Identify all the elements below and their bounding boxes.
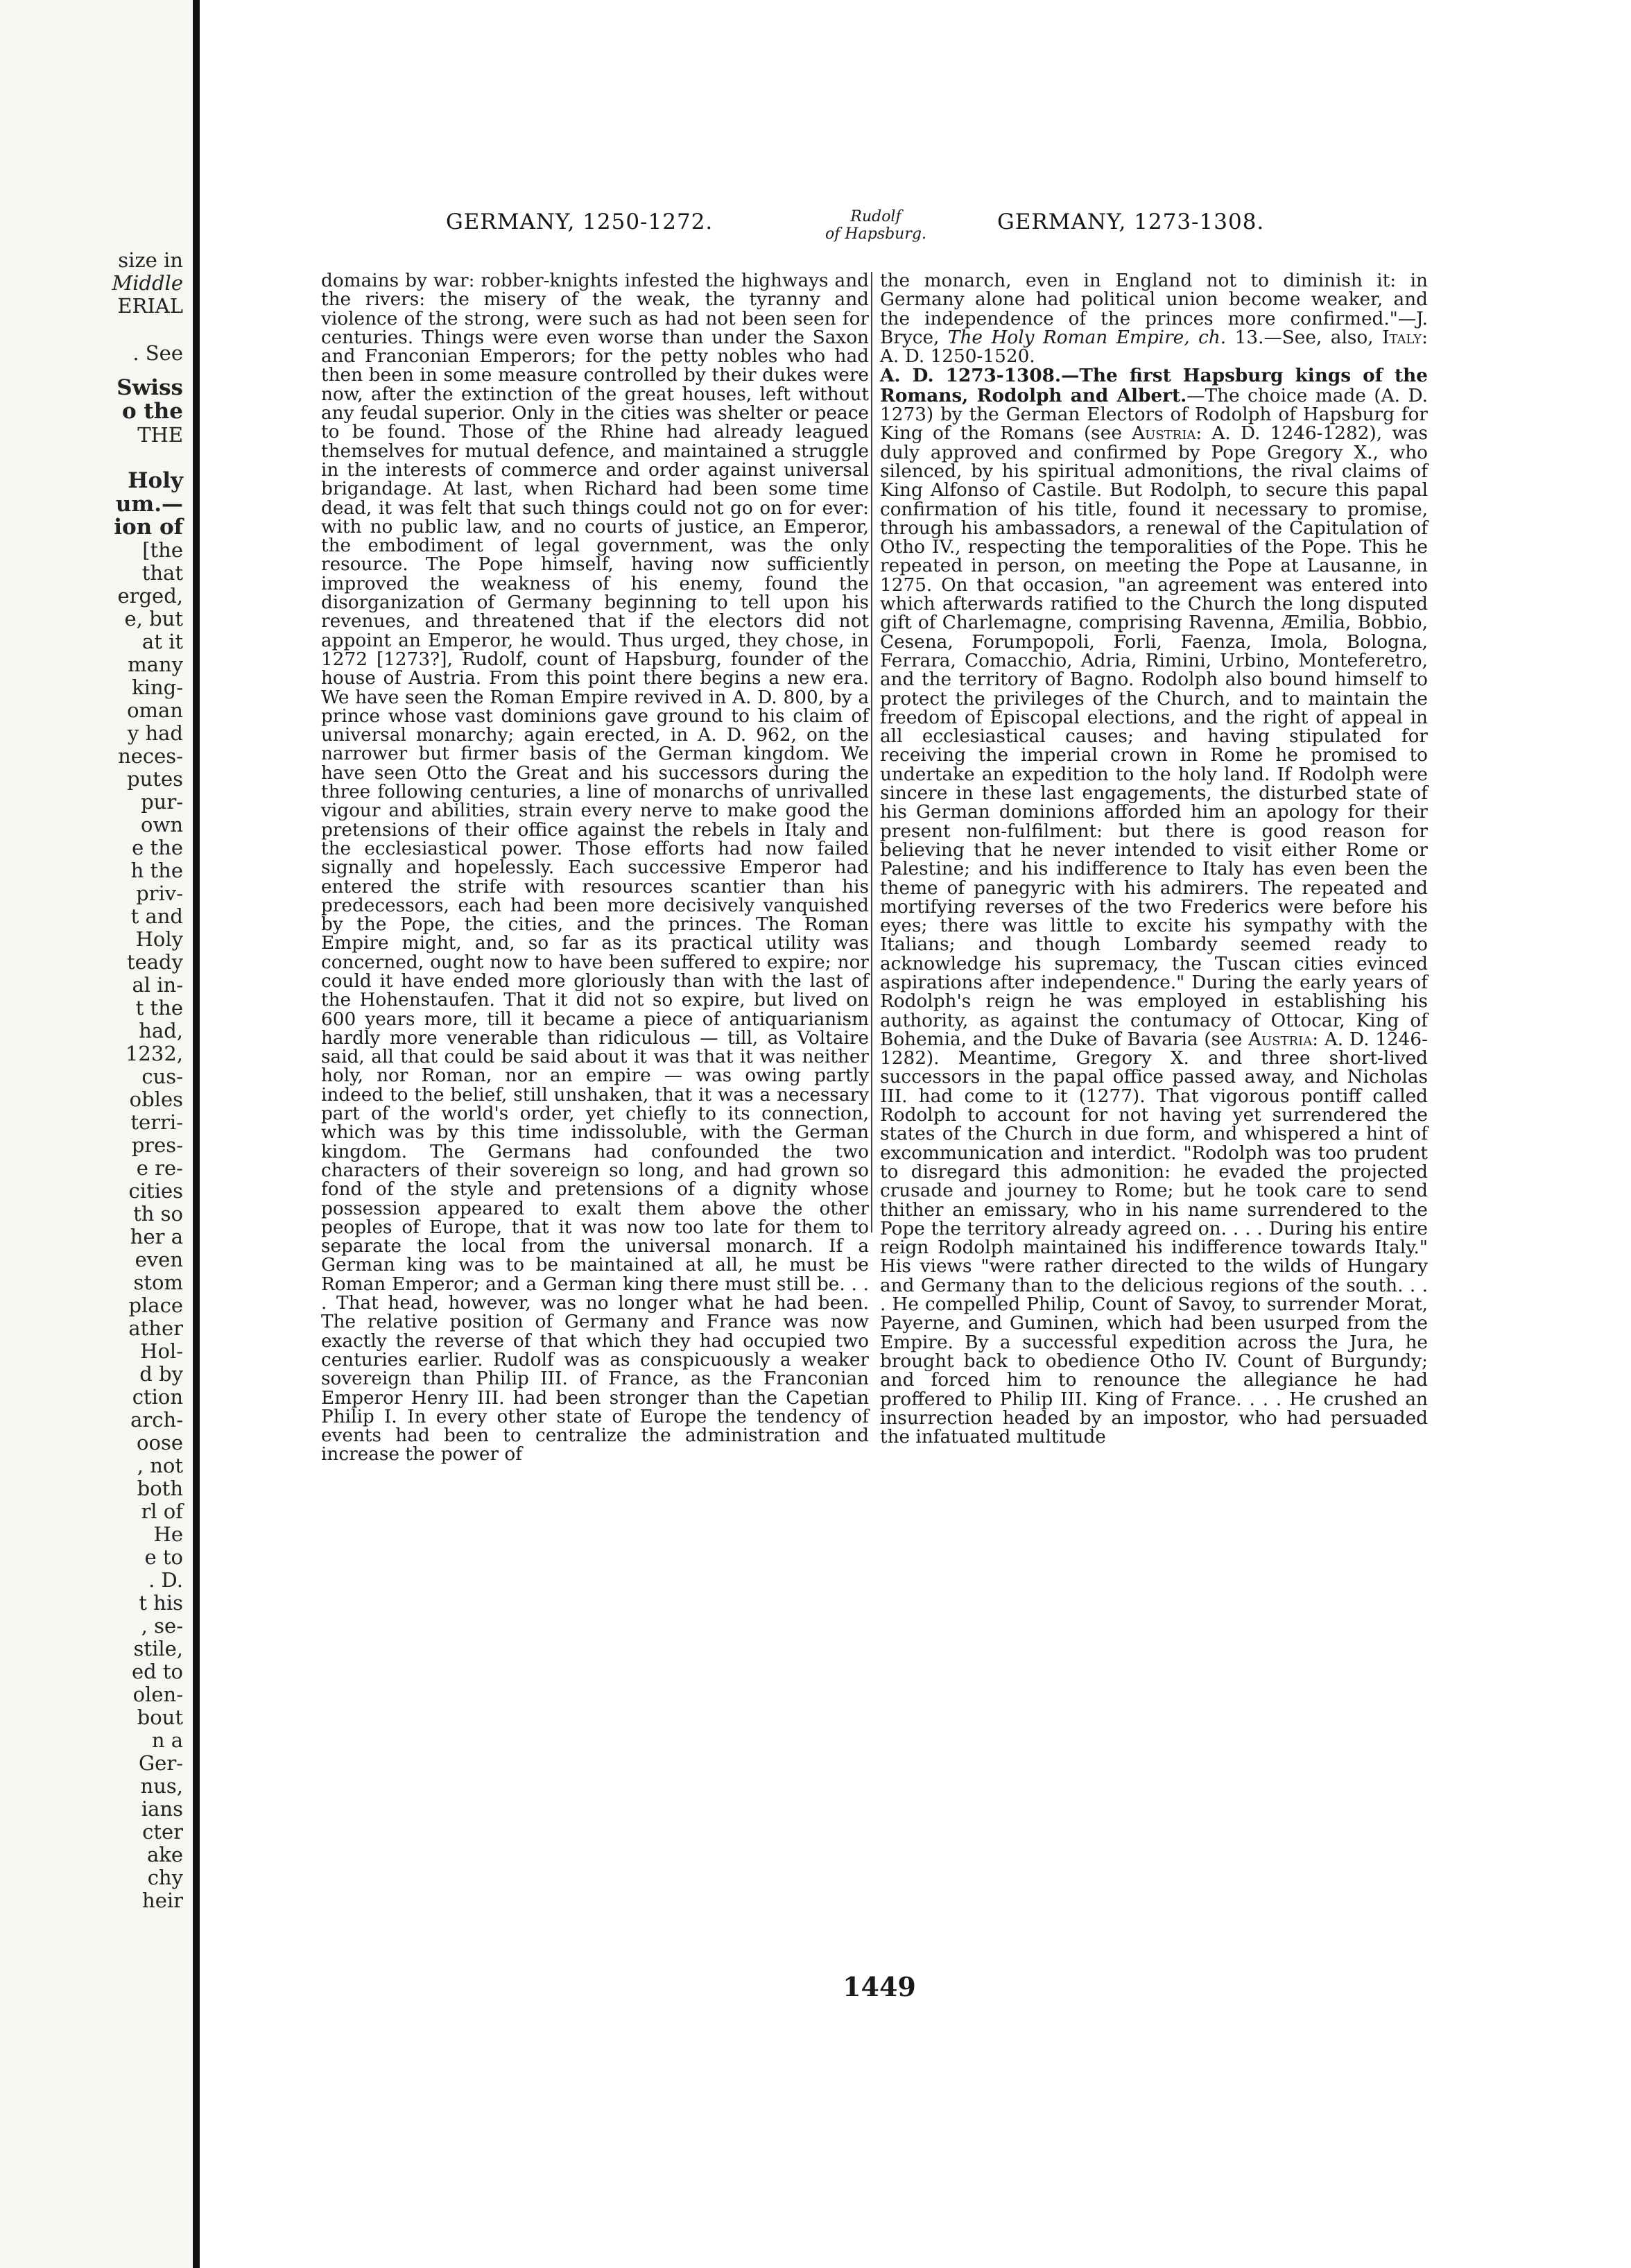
previous-page-fragment: olen- (132, 1683, 183, 1706)
previous-page-fragment: ians (141, 1797, 183, 1821)
previous-page-fragment: t his (139, 1591, 183, 1615)
previous-page-fragment: arch- (130, 1408, 183, 1432)
citation-chapter: ch. (1198, 327, 1227, 348)
previous-page-fragment: n a (151, 1728, 183, 1752)
citation-title: The Holy Roman Empire, (947, 327, 1190, 348)
previous-page-fragment: . D. (148, 1568, 183, 1592)
previous-page-fragment: al in- (132, 973, 183, 997)
page-number: 1449 (843, 1971, 916, 2002)
previous-page-fragment: both (137, 1477, 183, 1500)
previous-page-fragment: size in (118, 248, 183, 272)
cross-reference-range: : A. D. 1250-1520. (880, 327, 1429, 368)
previous-page-fragment: t and (130, 904, 183, 928)
previous-page-fragment: king- (132, 676, 183, 699)
entry-heading: A. D. 1273-1308.—The first Hapsburg kings of the Romans, Rodolph and Albert. (880, 365, 1428, 406)
previous-page-fragment: own (141, 813, 183, 836)
quote-text: the monarch, even in England not to diminish it: in Germany alone had political union become weaker, and the independence of the princes more confirmed."—J. Bryce, (880, 270, 1428, 348)
previous-page-fragment: bout (137, 1706, 183, 1729)
previous-page-fragment: He (153, 1522, 183, 1546)
quotation-continuation (880, 272, 1428, 366)
previous-page-fragment: e the (132, 836, 183, 859)
running-head-middle-line1: Rudolf (850, 208, 901, 225)
entry-text-2: : A. D. 1246-1282), was duly approved and confirmed by Pope Gregory X., who silenced, by his spiritual admonitions, the rival claims of King Alfonso of Castile. But Rodolph, to secure this papal confirmation of his title, found it necessary to promise, through his ambassadors, a renewal of the Capitulation of Otho IV., respecting the temporalities of the Pope. This he repeated in person, on meeting the Pope at Lausanne, in 1275. On that occasion, "an agreement was entered into which afterwards ratified to the Church the long disputed gift of Charlemagne, comprising Ravenna, Æmilia, Bobbio, Cesena, Forumpopoli, Forli, Faenza, Imola, Bologna, Ferrara, Comacchio, Adria, Rimini, Urbino, Monteferetro, and the territory of Bagno. Rodolph also bound himself to protect the privileges of the Church, and to maintain the freedom of Episcopal elections, and the right of appeal in all ecclesiastical causes; and having stipulated for receiving the imperial crown in Rome he promised to undertake an expedition to the holy land. If Rodolph were sincere in these last engagements, the disturbed state of his German dominions afforded him an apology for their present non-fulfilment: but there is good reason for believing that he never intended to visit either Rome or Palestine; and his indifference to Italy has even been the theme of panegyric with his admirers. The repeated and mortifying reverses of the two Frederics were before his eyes; there was little to excite his sympathy with the Italians; and though Lombardy seemed ready to acknowledge his supremacy, the Tuscan cities evinced aspirations after independence." During the early years of Rodolph's reign he was employed in establishing his authority, as against the contumacy of Ottocar, King of Bohemia, and the Duke of Bavaria (see (880, 423, 1429, 1050)
previous-page-fragment: , not (137, 1454, 183, 1477)
previous-page-fragment: erged, (117, 584, 183, 608)
previous-page-fragment: ion of (114, 515, 183, 540)
previous-page-fragment: teady (126, 950, 183, 974)
previous-page-fragment: priv- (136, 882, 183, 905)
previous-page-fragment: had, (139, 1019, 183, 1042)
previous-page-fragment: Holy (128, 468, 183, 493)
entry-text-1: —The choice made (A. D. 1273) by the German Electors of Rodolph of Hapsburg for King of the Romans (see (880, 385, 1428, 445)
previous-page-fragment: ake (146, 1843, 183, 1866)
cross-reference-austria[interactable]: Austria (1132, 423, 1196, 445)
previous-page-fragment: th so (133, 1202, 183, 1226)
previous-page-fragment: Hol- (140, 1339, 183, 1363)
previous-page-fragment: h the (130, 859, 183, 882)
previous-page-fragment: stom (133, 1271, 183, 1294)
cross-reference-austria-2[interactable]: Austria (1248, 1029, 1313, 1050)
previous-page-fragment: . See (132, 341, 183, 365)
previous-page-fragment: 1232, (125, 1042, 183, 1065)
previous-page-fragment: y had (127, 721, 183, 745)
running-head-middle-line2: of Hapsburg. (825, 225, 926, 243)
previous-page-fragment: cities (128, 1179, 183, 1203)
previous-page-fragment: Middle (112, 271, 183, 295)
previous-page-fragment: cus- (141, 1065, 183, 1088)
previous-page-fragment: d by (139, 1362, 183, 1386)
previous-page-fragment: ction (132, 1385, 183, 1409)
previous-page-fragment: nus, (140, 1774, 183, 1798)
cross-reference-italy[interactable]: Italy (1382, 327, 1422, 348)
entry (880, 366, 1428, 1447)
running-head-right: GERMANY, 1273-1308. (997, 209, 1265, 234)
previous-page-fragment: oman (127, 698, 183, 722)
previous-page-fragment: heir (142, 1889, 183, 1912)
column-divider (871, 272, 872, 1232)
previous-page-fragment: pur- (141, 790, 183, 814)
previous-page-fragment: ed to (131, 1660, 183, 1683)
left-column-text: domains by war: robber-knights infested the highways and the rivers: the misery of the weak, the tyranny and violence of the strong, were such as had not been seen for centuries. Things were even worse than under the Saxon and Franconian Emperors; for the petty nobles who had then been in some measure controlled by their dukes were now, after the extinction of the great houses, left without any feudal superior. Only in the cities was shelter or peace to be found. Those of the Rhine had already leagued themselves for mutual defence, and maintained a struggle in the interests of commerce and order against universal brigandage. At last, when Richard had been some time dead, it was felt that such things could not go on for ever: with no public law, and no courts of justice, an Emperor, the embodiment of legal government, was the only resource. The Pope himself, having now sufficiently improved the weakness of his enemy, found the disorganization of Germany beginning to tell upon his revenues, and threatened that if the electors did not appoint an Emperor, he would. Thus urged, they chose, in 1272 [1273?], Rudolf, count of Hapsburg, founder of the house of Austria. From this point there begins a new era. We have seen the Roman Empire revived in A. D. 800, by a prince whose vast dominions gave ground to his claim of universal monarchy; again erected, in A. D. 962, on the narrower but firmer basis of the German kingdom. We have seen Otto the Great and his successors during the three following centuries, a line of monarchs of unrivalled vigour and abilities, strain every nerve to make good the pretensions of their office against the rebels in Italy and the ecclesiastical power. Those efforts had now failed signally and hopelessly. Each successive Emperor had entered the strife with resources scantier than his predecessors, each had been more decisively vanquished by the Pope, the cities, and the princes. The Roman Empire might, and, so far as its practical utility was concerned, ought now to have been suffered to expire; nor could it have ended more gloriously than with the last of the Hohenstaufen. That it did not so expire, but lived on 600 years more, till it became a piece of antiquarianism hardly more venerable than ridiculous — till, as Voltaire said, all that could be said about it was that it was neither holy, nor Roman, nor an empire — was owing partly indeed to the belief, still unshaken, that it was a necessary part of the world's order, yet chiefly to its connection, which was by this time indissoluble, with the German kingdom. The Germans had confounded the two characters of their sovereign so long, and had grown so fond of the style and pretensions of a dignity whose possession appeared to exalt them above the other peoples of Europe, that it was now too late for them to separate the local from the universal monarch. If a German king was to be maintained at all, he must be Roman Emperor; and a German king there must still be. . . . That head, however, was no longer what he had been. The relative position of Germany and France was now exactly the reverse of that which they had occupied two centuries earlier. Rudolf was as conspicuously a weaker sovereign than Philip III. of France, as the Franconian Emperor Henry III. had been stronger than the Capetian Philip I. In every other state of Europe the tendency of events had been to centralize the administration and increase the power of (321, 270, 869, 1466)
previous-page-fragment: Ger- (139, 1751, 183, 1775)
previous-page-fragment: t the (135, 996, 183, 1020)
previous-page-fragment: place (128, 1294, 183, 1317)
previous-page-fragment: ERIAL (117, 294, 183, 318)
previous-page-fragment: Holy (135, 927, 183, 951)
previous-page-fragment: obles (129, 1088, 183, 1111)
previous-page-fragment: cter (142, 1820, 183, 1844)
previous-page-fragment: rl of (141, 1500, 183, 1523)
previous-page-fragment: ather (128, 1316, 183, 1340)
previous-page-fragment: o the (121, 399, 183, 424)
previous-page-fragment: e to (144, 1545, 183, 1569)
previous-page-fragment: neces- (118, 744, 183, 768)
previous-page-fragment: terri- (130, 1110, 183, 1134)
entry-text-3: : A. D. 1246-1282). Meantime, Gregory X. and three short-lived successors in the papal office passed away, and Nicholas III. had come to it (1277). That vigorous pontiff called Rodolph to account for not having yet surrendered the states of the Church in due form, and whispered a hint of excommunication and interdict. "Rodolph was too prudent to disregard this admonition: he evaded the projected crusade and journey to Rome; but he took care to send thither an emissary, who in his name surrendered to the Pope the territory already agreed on. . . . During his entire reign Rodolph maintained his indifference towards Italy." His views "were rather directed to the wilds of Hungary and Germany than to the delicious regions of the south. . . . He compelled Philip, Count of Savoy, to surrender Morat, Payerne, and Guminen, which had been usurped from the Empire. By a successful expedition across the Jura, he brought back to obedience Otho IV. Count of Burgundy; and forced him to renounce the allegiance he had proffered to Philip III. King of France. . . . He crushed an insurrection headed by an impostor, who had persuaded the infatuated multitude (880, 1029, 1428, 1448)
previous-page-fragment: even (135, 1248, 183, 1271)
previous-page-fragment: putes (127, 767, 183, 791)
previous-page-fragment: THE (137, 423, 183, 447)
left-column (321, 272, 869, 1954)
previous-page-fragment: [the (142, 538, 183, 562)
right-column (880, 272, 1428, 1964)
previous-page-fragment: many (128, 653, 183, 676)
previous-page-fragment: Swiss (116, 375, 183, 400)
running-head-middle (789, 208, 963, 243)
previous-page-fragment: that (141, 561, 183, 585)
previous-page-fragment: her a (130, 1225, 183, 1248)
citation-rest: 13.—See, also, (1234, 327, 1374, 348)
previous-page-fragment: e, but (124, 607, 183, 630)
previous-page-edge (0, 0, 193, 2268)
previous-page-fragment: pres- (131, 1133, 183, 1157)
previous-page-fragment: um.— (115, 492, 183, 517)
previous-page-fragment: chy (147, 1866, 183, 1889)
previous-page-fragment: oose (137, 1431, 183, 1454)
previous-page-fragment: e re- (136, 1156, 183, 1180)
book-gutter (193, 0, 200, 2268)
previous-page-fragment: at it (141, 630, 183, 653)
previous-page-fragment: , se- (141, 1614, 183, 1638)
page (200, 0, 1631, 2268)
previous-page-fragment: stile, (133, 1637, 183, 1660)
running-head-left: GERMANY, 1250-1272. (446, 209, 714, 234)
